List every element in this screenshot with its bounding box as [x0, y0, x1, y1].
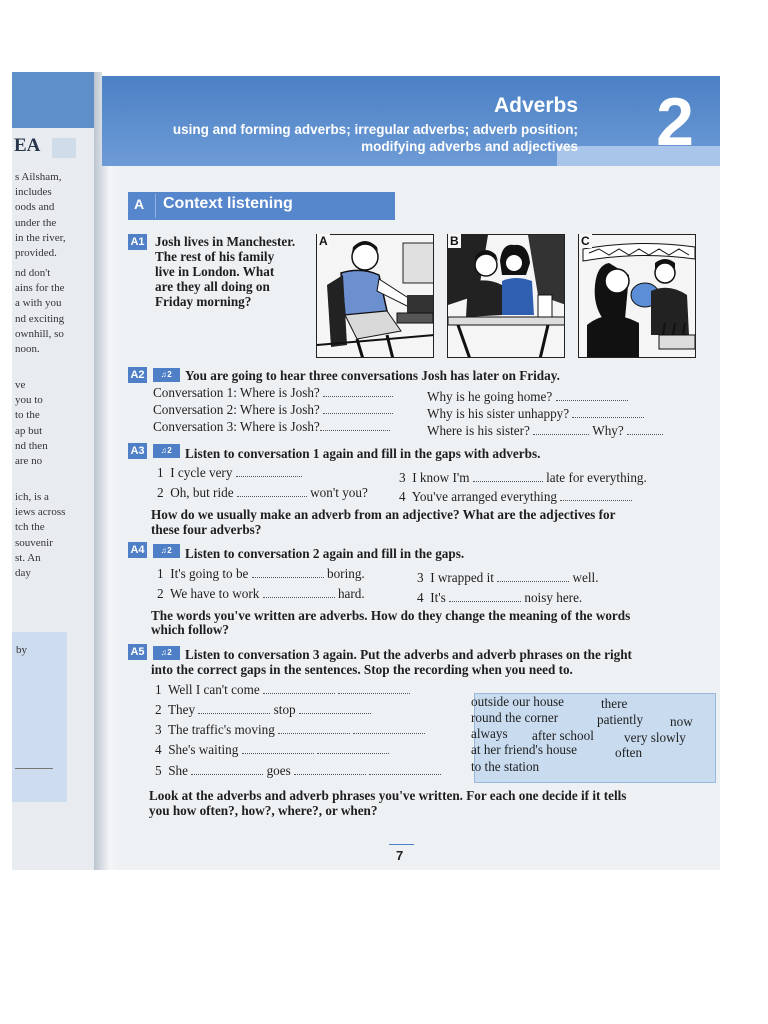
- section-letter: A: [134, 196, 145, 212]
- answer-gap[interactable]: [369, 766, 441, 775]
- item-number: 1: [157, 566, 164, 581]
- facing-page-line: oods and: [15, 201, 55, 214]
- sentence-text: She: [168, 763, 188, 778]
- answer-gap[interactable]: [263, 589, 335, 598]
- a4-sentence-2: [157, 586, 365, 602]
- answer-gap[interactable]: [572, 409, 644, 418]
- word-box-item: now: [670, 714, 693, 729]
- item-number: 3: [417, 570, 424, 585]
- picture-label-a: A: [319, 234, 328, 248]
- answer-gap[interactable]: [236, 468, 302, 477]
- word-box-item: patiently: [597, 712, 644, 727]
- sentence-text: They: [167, 702, 196, 717]
- facing-page-line: day: [15, 567, 31, 580]
- illustration-a-office: [316, 234, 434, 358]
- item-number: 2: [157, 485, 164, 500]
- item-number: 3: [399, 470, 406, 485]
- unit-subtitle: [118, 121, 578, 155]
- audio-track-icon: ♫2: [153, 444, 180, 458]
- facing-page-line: ap but: [15, 424, 43, 437]
- a2-question-text: Why is he going home?: [427, 389, 553, 404]
- a2-question: [153, 402, 393, 418]
- a2-question: [153, 385, 393, 401]
- facing-page-line: nd don't: [15, 267, 51, 279]
- facing-page-text-block-3: [15, 378, 48, 469]
- facing-page-text-block-4: [15, 490, 65, 581]
- answer-gap[interactable]: [263, 685, 335, 694]
- sentence-text: It's going to be: [170, 566, 249, 581]
- word-box-item: very slowly: [624, 730, 686, 745]
- a4-sentence-1: [157, 566, 365, 582]
- a2-question: [427, 423, 663, 439]
- task-label-a2: A2: [128, 367, 147, 383]
- a3-sentence-4: [399, 489, 632, 505]
- a4-question-line: which follow?: [151, 622, 230, 637]
- sentence-text: won't you?: [310, 485, 368, 500]
- word-box-item: there: [601, 696, 628, 711]
- party-illustration: [579, 235, 696, 358]
- a5-sentence-3: [155, 722, 425, 738]
- a1-text-line: are they all doing on: [155, 279, 270, 294]
- word-box-item: often: [615, 745, 643, 760]
- sentence-text: goes: [266, 763, 291, 778]
- section-title: Context listening: [163, 195, 293, 212]
- audio-track-icon: ♫2: [153, 368, 180, 382]
- a3-sentence-3: [399, 470, 647, 486]
- a4-sentence-4: [417, 590, 582, 606]
- a2-question-text: Where is his sister?: [427, 423, 530, 438]
- a2-question-text: Conversation 2: Where is Josh?: [153, 402, 320, 417]
- facing-page-box-text: by: [16, 644, 27, 656]
- word-box-item: to the station: [471, 759, 540, 774]
- answer-gap[interactable]: [473, 473, 543, 482]
- a4-question-line: The words you've written are adverbs. How do they change the meaning of the words: [151, 608, 631, 623]
- item-number: 1: [157, 465, 164, 480]
- answer-gap[interactable]: [533, 426, 589, 435]
- sentence-text: well.: [572, 570, 599, 585]
- facing-page-line: ains for the: [15, 282, 65, 295]
- answer-gap[interactable]: [198, 705, 270, 714]
- track-number: 2: [167, 370, 173, 379]
- sentence-text: The traffic's moving: [167, 722, 275, 737]
- sentence-text: noisy here.: [524, 590, 583, 605]
- page-number-rule: [389, 844, 414, 845]
- facing-page-line: to the: [15, 409, 40, 422]
- facing-page-line: in the river,: [15, 231, 66, 244]
- a5-question-line: Look at the adverbs and adverb phrases you've written. For each one decide if it tells: [149, 788, 627, 803]
- a5-sentence-2: [155, 702, 371, 718]
- facing-page-line: s Ailsham,: [15, 171, 62, 183]
- a2-question: [427, 406, 644, 422]
- sentence-text: Oh, but ride: [170, 485, 234, 500]
- facing-page-line: under the: [15, 216, 57, 229]
- item-number: 4: [399, 489, 406, 504]
- task-label-a3: A3: [128, 443, 147, 459]
- answer-gap[interactable]: [299, 705, 371, 714]
- a2-question-text: Conversation 3: Where is Josh?: [153, 419, 320, 434]
- a1-text-line: Friday morning?: [155, 294, 252, 309]
- a4-instruction: Listen to conversation 2 again and fill in the gaps.: [185, 546, 465, 561]
- sentence-text: boring.: [326, 566, 365, 581]
- answer-gap[interactable]: [317, 745, 389, 754]
- a1-text-line: The rest of his family: [155, 249, 275, 264]
- facing-page-heading-box: [52, 138, 76, 158]
- sentence-text: She's waiting: [168, 742, 239, 757]
- item-number: 2: [157, 586, 164, 601]
- scanned-page: [12, 72, 720, 870]
- facing-page-line: you to: [15, 394, 43, 407]
- a5-instruction-line: Listen to conversation 3 again. Put the adverbs and adverb phrases on the right: [185, 647, 632, 662]
- facing-page-line: provided.: [15, 247, 57, 260]
- a5-question-line: you how often?, how?, where?, or when?: [149, 803, 378, 818]
- facing-page-line: nd exciting: [15, 312, 65, 325]
- facing-page-line: ownhill, so: [15, 327, 64, 340]
- word-box-item: round the corner: [471, 710, 559, 725]
- man-at-computer-illustration: [317, 235, 434, 358]
- header-top-edge: [102, 72, 720, 76]
- a5-sentence-1: [155, 682, 410, 698]
- facing-page-header-band: [12, 72, 102, 128]
- a3-question-line: How do we usually make an adverb from an adjective? What are the adjectives for: [151, 507, 616, 522]
- facing-page-line: noon.: [15, 343, 40, 356]
- page-number: 7: [396, 848, 404, 863]
- sentence-text: It's: [430, 590, 446, 605]
- word-box-item: after school: [532, 728, 594, 743]
- group-at-table-illustration: [448, 235, 565, 358]
- facing-page-text-block-2: [15, 266, 64, 357]
- sentence-text: You've arranged everything: [411, 489, 558, 504]
- audio-track-icon: ♫2: [153, 646, 180, 660]
- facing-page: [12, 72, 102, 870]
- sentence-text: stop: [273, 702, 296, 717]
- a4-sentence-3: [417, 570, 599, 586]
- answer-gap[interactable]: [449, 593, 521, 602]
- sentence-text: hard.: [337, 586, 365, 601]
- a2-question: [153, 419, 390, 435]
- answer-gap[interactable]: [556, 392, 628, 401]
- facing-page-line: a with you: [15, 297, 62, 310]
- answer-gap[interactable]: [497, 573, 569, 582]
- facing-page-box: [12, 632, 67, 802]
- unit-subtitle-line: using and forming adverbs; irregular adverbs; adverb position;: [172, 122, 578, 137]
- facing-page-text-block-1: [15, 170, 66, 261]
- picture-label-b: B: [450, 234, 459, 248]
- answer-gap[interactable]: [338, 685, 410, 694]
- a3-question-line: these four adverbs?: [151, 522, 262, 537]
- a5-sentence-4: [155, 742, 389, 758]
- word-box-item: at her friend's house: [471, 742, 578, 757]
- a3-sentence-2: [157, 485, 368, 501]
- a2-question-text: Conversation 1: Where is Josh?: [153, 385, 320, 400]
- picture-label-c: C: [581, 234, 590, 248]
- facing-page-line: ve: [15, 379, 26, 391]
- word-box-item: always: [471, 726, 508, 741]
- answer-gap[interactable]: [323, 405, 393, 414]
- facing-page-heading: EA: [14, 135, 41, 156]
- facing-page-line: souvenir: [15, 536, 53, 549]
- track-number: 2: [167, 648, 173, 657]
- item-number: 5: [155, 763, 162, 778]
- sentence-text: I wrapped it: [430, 570, 494, 585]
- answer-gap[interactable]: [627, 426, 663, 435]
- sentence-text: We have to work: [169, 586, 260, 601]
- item-number: 4: [155, 742, 162, 757]
- task-label-a1: A1: [128, 234, 147, 250]
- task-label-a4: A4: [128, 542, 147, 558]
- a2-question-text: Why is his sister unhappy?: [427, 406, 570, 421]
- item-number: 1: [155, 682, 162, 697]
- answer-gap[interactable]: [252, 569, 324, 578]
- a3-sentence-1: [157, 465, 302, 481]
- a1-text-line: Josh lives in Manchester.: [155, 234, 296, 249]
- item-number: 4: [417, 590, 424, 605]
- unit-title: Adverbs: [493, 94, 578, 117]
- a2-why: Why?: [592, 423, 624, 438]
- a2-instruction: You are going to hear three conversations Josh has later on Friday.: [185, 368, 560, 383]
- track-number: 2: [167, 446, 173, 455]
- unit-number: 2: [656, 84, 694, 160]
- facing-page-line: st. An: [15, 551, 41, 564]
- task-label-a5: A5: [128, 644, 147, 660]
- illustration-c-party: [578, 234, 696, 358]
- a1-text-line: live in London. What: [155, 264, 275, 279]
- answer-gap[interactable]: [320, 422, 390, 431]
- answer-gap[interactable]: [278, 725, 350, 734]
- track-number: 2: [167, 546, 173, 555]
- book-gutter: [94, 72, 120, 870]
- facing-page-box-rule: [15, 768, 53, 769]
- a5-instruction-line: into the correct gaps in the sentences. Stop the recording when you need to.: [151, 662, 573, 677]
- item-number: 2: [155, 702, 162, 717]
- answer-gap[interactable]: [242, 745, 314, 754]
- illustration-b-cafe: [447, 234, 565, 358]
- answer-gap[interactable]: [323, 388, 393, 397]
- facing-page-line: includes: [15, 186, 52, 199]
- answer-gap[interactable]: [560, 492, 632, 501]
- answer-gap[interactable]: [294, 766, 366, 775]
- word-box-item: outside our house: [471, 694, 565, 709]
- audio-track-icon: ♫2: [153, 544, 180, 558]
- sentence-text: Well I can't come: [167, 682, 260, 697]
- facing-page-line: iews across: [15, 506, 66, 519]
- sentence-text: I cycle very: [170, 465, 233, 480]
- answer-gap[interactable]: [237, 488, 307, 497]
- a5-sentence-5: [155, 763, 441, 779]
- facing-page-line: ich, is a: [15, 491, 49, 503]
- section-banner-divider: [155, 194, 156, 218]
- answer-gap[interactable]: [191, 766, 263, 775]
- sentence-text: late for everything.: [546, 470, 647, 485]
- unit-subtitle-line: modifying adverbs and adjectives: [361, 139, 578, 154]
- facing-page-line: tch the: [15, 521, 45, 534]
- item-number: 3: [155, 722, 162, 737]
- a2-question: [427, 389, 628, 405]
- facing-page-line: nd then: [15, 439, 48, 452]
- answer-gap[interactable]: [353, 725, 425, 734]
- sentence-text: I know I'm: [412, 470, 470, 485]
- a3-instruction: Listen to conversation 1 again and fill in the gaps with adverbs.: [185, 446, 541, 461]
- facing-page-line: are no: [15, 455, 43, 468]
